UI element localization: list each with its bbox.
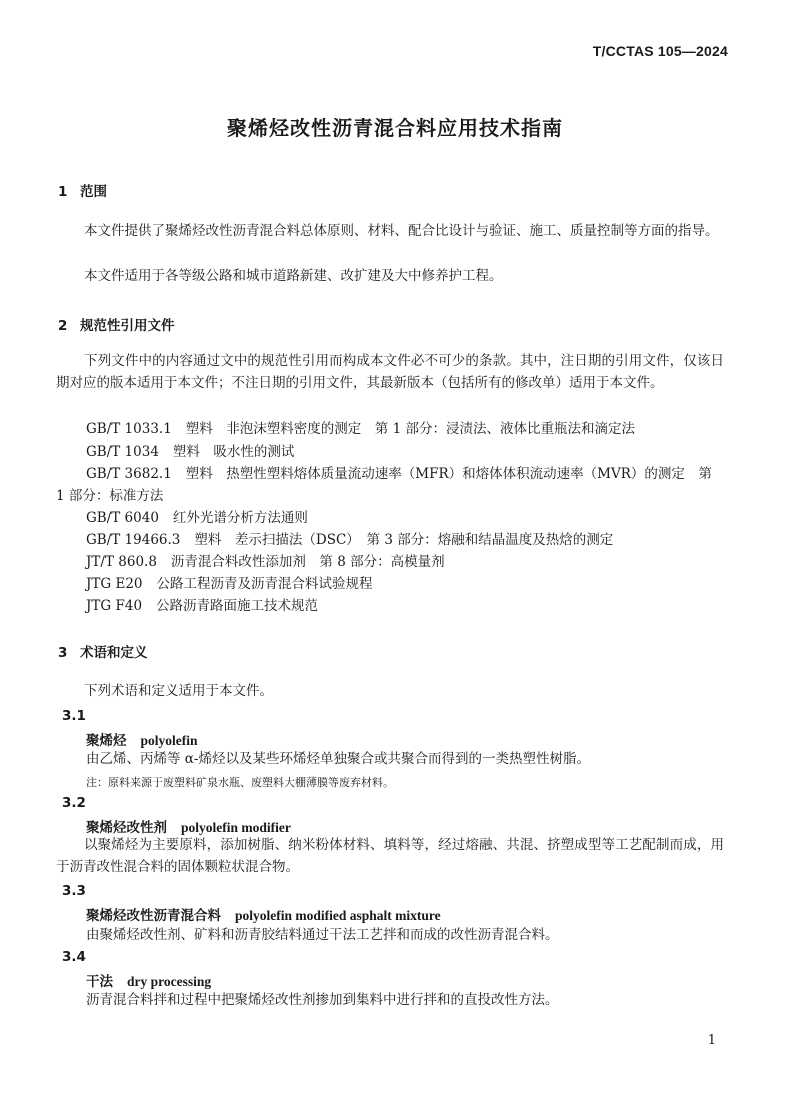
reference-code: JT/T 860.8: [86, 554, 157, 570]
reference-code: GB/T 6040: [86, 510, 159, 526]
term-zh: 干法: [86, 974, 113, 990]
term-en: polyolefin modifier: [181, 820, 291, 835]
reference-item: [86, 552, 445, 572]
section-title: 规范性引用文件: [80, 318, 175, 334]
reference-item: [86, 574, 373, 594]
reference-title: 塑料 非泡沫塑料密度的测定 第 1 部分：浸渍法、液体比重瓶法和滴定法: [185, 421, 635, 437]
term-definition: 沥青混合料拌和过程中把聚烯烃改性剂掺加到集料中进行拌和的直投改性方法。: [86, 992, 559, 1008]
reference-title: 塑料 热塑性塑料熔体质量流动速率（MFR）和熔体体积流动速率（MVR）的测定 第: [185, 466, 712, 482]
document-title: 聚烯烃改性沥青混合料应用技术指南: [227, 116, 563, 140]
paragraph: 本文件适用于各等级公路和城市道路新建、改扩建及大中修养护工程。: [84, 268, 503, 284]
term-zh: 聚烯烃改性沥青混合料: [86, 908, 221, 924]
reference-item: [86, 530, 613, 550]
reference-code: GB/T 3682.1: [86, 466, 172, 482]
section-number: 2: [58, 318, 68, 334]
term-definition: 由乙烯、丙烯等 α-烯烃以及某些环烯烃单独聚合或共聚合而得到的一类热塑性树脂。: [86, 751, 590, 767]
term-definition: 由聚烯烃改性剂、矿料和沥青胶结料通过干法工艺拌和而成的改性沥青混合料。: [86, 927, 559, 943]
reference-item: [86, 419, 635, 439]
section-title: 范围: [80, 184, 107, 200]
term-number: 3.4: [62, 949, 86, 965]
section-title: 术语和定义: [80, 645, 148, 661]
reference-title: 公路沥青路面施工技术规范: [156, 598, 319, 614]
reference-code: GB/T 19466.3: [86, 532, 181, 548]
paragraph: 下列术语和定义适用于本文件。: [84, 683, 273, 699]
reference-title: 塑料 差示扫描法（DSC） 第 3 部分：熔融和结晶温度及热焓的测定: [194, 532, 614, 548]
reference-code: GB/T 1033.1: [86, 421, 172, 437]
term-number: 3.3: [62, 883, 86, 899]
term-heading: [86, 904, 441, 924]
section-number: 1: [58, 184, 68, 200]
reference-title: 塑料 吸水性的测试: [172, 444, 295, 460]
term-note: 注：原料来源于废塑料矿泉水瓶、废塑料大棚薄膜等废弃材料。: [86, 776, 394, 789]
paragraph: 下列文件中的内容通过文中的规范性引用而构成本文件必不可少的条款。其中，注日期的引用文件，仅该日期对应的版本适用于本文件；不注日期的引用文件，其最新版本（包括所有的修改单）适用于本文件。: [56, 353, 724, 391]
section-heading: [58, 314, 175, 334]
paragraph: 本文件提供了聚烯烃改性沥青混合料总体原则、材料、配合比设计与验证、施工、质量控制等方面的指导。: [84, 223, 719, 239]
reference-item: [86, 464, 712, 484]
section-heading: [58, 180, 107, 200]
reference-code: JTG F40: [86, 598, 143, 614]
page-number: 1: [707, 1033, 716, 1048]
section-heading: [58, 641, 148, 661]
reference-item: [86, 596, 318, 616]
term-heading: [86, 970, 211, 990]
term-heading: [86, 729, 198, 749]
term-en: polyolefin modified asphalt mixture: [235, 908, 441, 923]
term-zh: 聚烯烃: [86, 733, 127, 749]
term-heading: [86, 816, 291, 836]
reference-item: [56, 486, 163, 506]
reference-code: GB/T 1034: [86, 444, 159, 460]
reference-title: 沥青混合料改性添加剂 第 8 部分：高模量剂: [170, 554, 445, 570]
reference-code: JTG E20: [86, 576, 143, 592]
reference-title: 红外光谱分析方法通则: [172, 510, 308, 526]
reference-item: [86, 508, 308, 528]
reference-title: 1 部分：标准方法: [56, 488, 164, 504]
term-number: 3.2: [62, 795, 86, 811]
section-number: 3: [58, 645, 68, 661]
standard-code: T/CCTAS 105—2024: [592, 43, 728, 59]
term-en: dry processing: [127, 974, 212, 989]
term-number: 3.1: [62, 708, 86, 724]
term-zh: 聚烯烃改性剂: [86, 820, 167, 836]
term-definition: 以聚烯烃为主要原料，添加树脂、纳米粉体材料、填料等，经过熔融、共混、挤塑成型等工艺配制而成，用于沥青改性混合料的固体颗粒状混合物。: [56, 837, 724, 875]
reference-item: [86, 442, 294, 462]
term-en: polyolefin: [140, 733, 198, 748]
reference-title: 公路工程沥青及沥青混合料试验规程: [156, 576, 373, 592]
